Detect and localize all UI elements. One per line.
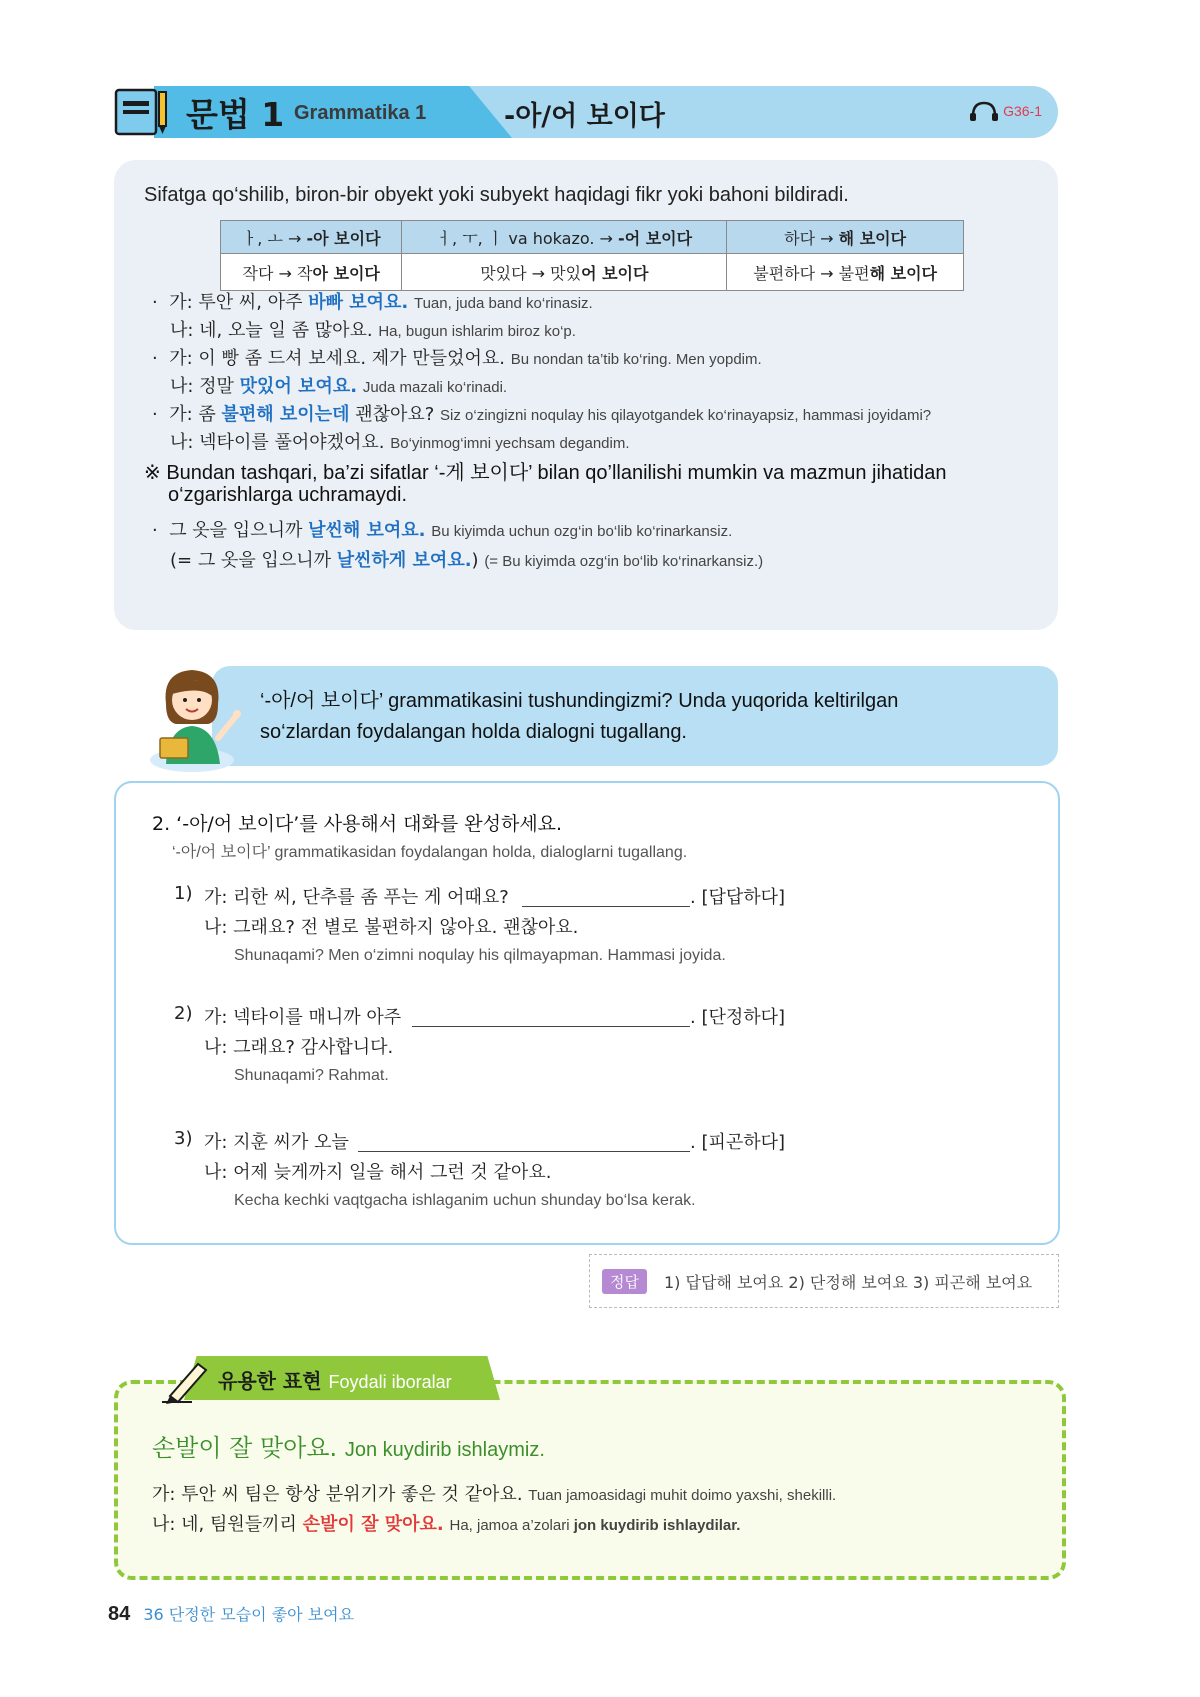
header-title: 문법 1	[186, 95, 285, 134]
exercise-item-number: 3)	[174, 1128, 193, 1149]
exercise-translation: Kecha kechki vaqtgacha ishlaganim uchun shunday bo‘lsa kerak.	[234, 1192, 696, 1209]
instruction-bubble	[212, 666, 1058, 766]
example-line: · 그 옷을 입으니까 날씬해 보여요. Bu kiyimda uchun ozg‘in bo‘lib ko‘rinarkansiz.	[152, 520, 733, 541]
table-cell: 작다 → 작아 보이다	[221, 254, 402, 291]
table-row	[221, 254, 964, 291]
example-line: 나: 넥타이를 풀어야겠어요. Bo‘yinmog‘imni yechsam degandim.	[170, 432, 630, 453]
table-header-row	[221, 221, 964, 254]
expression-tab-title: 유용한 표현 Foydali iboralar	[218, 1369, 452, 1393]
answer-text: 1) 답답해 보여요 2) 단정해 보여요 3) 피곤해 보여요	[664, 1273, 1033, 1292]
answer-blank[interactable]	[412, 1025, 690, 1027]
grammar-note: o‘zgarishlarga uchramaydi.	[168, 484, 408, 506]
notebook-pencil-icon	[114, 86, 170, 138]
headphones-icon	[969, 100, 999, 122]
exercise-item-number: 1)	[174, 883, 193, 904]
grammar-header	[114, 86, 1058, 138]
exercise-translation: Shunaqami? Men o‘zimni noqulay his qilmayapman. Hammasi joyida.	[234, 947, 726, 964]
page-footer	[108, 1602, 354, 1626]
audio-code: G36-1	[1003, 103, 1042, 119]
grammar-intro: Sifatga qo‘shilib, biron-bir obyekt yoki subyekt haqidagi fikr yoki bahoni bildiradi.	[144, 184, 849, 206]
expression-tab	[176, 1356, 508, 1400]
exercise-reply: 나: 어제 늦게까지 일을 해서 그런 것 같아요.	[204, 1162, 552, 1183]
exercise-hint: . [답답하다]	[690, 887, 786, 908]
exercise-hint: . [단정하다]	[690, 1007, 786, 1028]
table-cell: 불편하다 → 불편해 보이다	[727, 254, 964, 291]
table-header-cell: ㅏ, ㅗ → -아 보이다	[221, 221, 402, 254]
grammar-note: ※ Bundan tashqari, ba’zi sifatlar ‘-게 보이다’ bilan qo’llanilishi mumkin va mazmun jihatidan	[144, 462, 947, 484]
answer-key-box	[589, 1254, 1059, 1308]
exercise-subtitle: ‘-아/어 보이다’ grammatikasidan foydalangan holda, dialoglarni tugallang.	[172, 844, 688, 861]
header-subtitle: Grammatika 1	[294, 102, 427, 124]
header-topic: -아/어 보이다	[504, 101, 665, 132]
example-line: · 가: 좀 불편해 보이는데 괜찮아요? Siz o‘zingizni noqulay his qilayotgandek ko‘rinayapsiz, hammasi joyidami?	[152, 404, 932, 425]
grammar-explanation-box	[114, 160, 1058, 630]
bubble-text: ‘-아/어 보이다’ grammatikasini tushundingizmi? Unda yuqorida keltirilgan so‘zlardan foydalangan holda dialogni tugallang.	[260, 690, 899, 743]
exercise-question: 가: 리한 씨, 단추를 좀 푸는 게 어때요?	[204, 887, 509, 908]
chapter-title: 36 단정한 모습이 좋아 보여요	[143, 1605, 355, 1624]
table-header-cell: ㅓ, ㅜ, ㅣ va hokazo. → -어 보이다	[402, 221, 727, 254]
useful-expression-box	[114, 1380, 1066, 1580]
expression-heading: 손발이 잘 맞아요. Jon kuydirib ishlaymiz.	[152, 1434, 545, 1462]
page-number: 84	[108, 1603, 131, 1625]
teacher-icon	[148, 664, 248, 772]
exercise-title: 2. ‘-아/어 보이다’를 사용해서 대화를 완성하세요.	[152, 813, 563, 835]
pen-icon	[162, 1356, 212, 1404]
conjugation-table	[220, 220, 964, 291]
example-line: (= 그 옷을 입으니까 날씬하게 보여요.) (= Bu kiyimda ozg‘in bo‘lib ko‘rinarkansiz.)	[170, 550, 764, 571]
audio-track[interactable]	[969, 100, 1042, 122]
answer-blank[interactable]	[358, 1150, 690, 1152]
expression-line: 가: 투안 씨 팀은 항상 분위기가 좋은 것 같아요. Tuan jamoasidagi muhit doimo yaxshi, shekilli.	[152, 1484, 837, 1505]
exercise-reply: 나: 그래요? 감사합니다.	[204, 1037, 394, 1058]
table-cell: 맛있다 → 맛있어 보이다	[402, 254, 727, 291]
expression-line: 나: 네, 팀원들끼리 손발이 잘 맞아요. Ha, jamoa a’zolari jon kuydirib ishlaydilar.	[152, 1514, 741, 1535]
example-line: · 가: 투안 씨, 아주 바빠 보여요. Tuan, juda band ko‘rinasiz.	[152, 292, 593, 313]
example-line: 나: 정말 맛있어 보여요. Juda mazali ko‘rinadi.	[170, 376, 508, 397]
exercise-translation: Shunaqami? Rahmat.	[234, 1067, 389, 1084]
answer-label: 정답	[602, 1269, 647, 1294]
exercise-question: 가: 지훈 씨가 오늘	[204, 1132, 349, 1153]
table-header-cell: 하다 → 해 보이다	[727, 221, 964, 254]
example-line: 나: 네, 오늘 일 좀 많아요. Ha, bugun ishlarim biroz ko‘p.	[170, 320, 576, 341]
exercise-question: 가: 넥타이를 매니까 아주	[204, 1007, 402, 1028]
exercise-box	[114, 781, 1060, 1245]
example-line: · 가: 이 빵 좀 드셔 보세요. 제가 만들었어요. Bu nondan ta’tib ko‘ring. Men yopdim.	[152, 348, 762, 369]
exercise-hint: . [피곤하다]	[690, 1132, 786, 1153]
exercise-item-number: 2)	[174, 1003, 193, 1024]
answer-blank[interactable]	[522, 905, 690, 907]
exercise-reply: 나: 그래요? 전 별로 불편하지 않아요. 괜찮아요.	[204, 917, 579, 938]
